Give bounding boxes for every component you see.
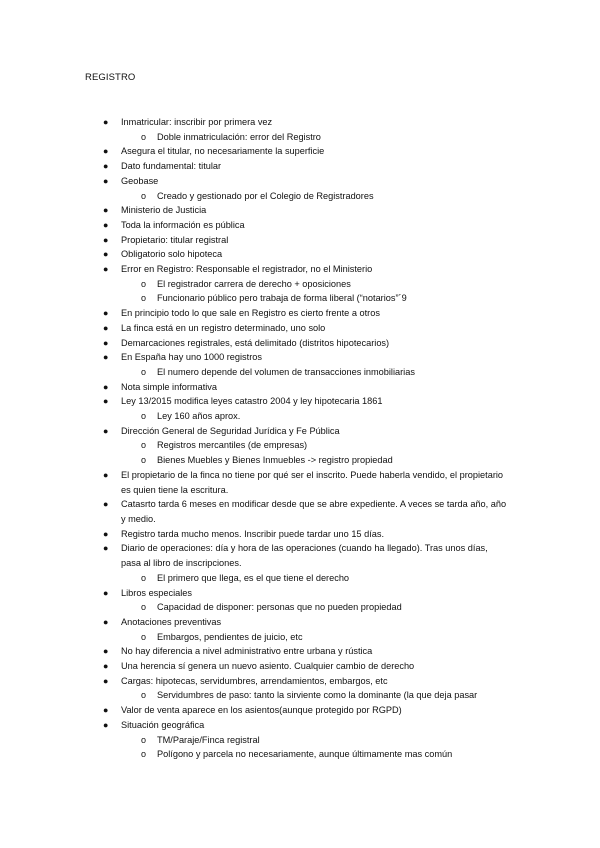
document-title: REGISTRO <box>85 72 136 83</box>
sub-list-item <box>0 688 600 703</box>
bullet-icon: ● <box>103 161 109 172</box>
list-item <box>0 527 600 542</box>
bullet-icon: ● <box>103 205 109 216</box>
list-item <box>0 350 600 365</box>
list-item-text: La finca está en un registro determinado, uno solo <box>121 322 326 333</box>
circle-bullet-icon: o <box>141 440 147 451</box>
list-item-text: Obligatorio solo hipoteca <box>121 249 223 260</box>
bullet-icon: ● <box>103 175 109 186</box>
list-item <box>0 468 600 497</box>
bullet-icon: ● <box>103 425 109 436</box>
bullet-list <box>0 115 600 762</box>
bullet-icon: ● <box>103 587 109 598</box>
list-item <box>0 262 600 277</box>
list-item <box>0 115 600 130</box>
bullet-icon: ● <box>103 499 109 510</box>
bullet-icon: ● <box>103 117 109 127</box>
list-item-text: Registro tarda mucho menos. Inscribir puede tardar uno 15 días. <box>121 528 385 539</box>
sub-list-item <box>0 277 600 292</box>
sub-list-item <box>0 409 600 424</box>
list-item <box>0 703 600 718</box>
list-item-text: Funcionario público pero trabaja de forma liberal (“notarios”´9 <box>157 293 407 304</box>
list-item <box>0 306 600 321</box>
list-item-text: El numero depende del volumen de transacciones inmobiliarias <box>157 366 415 377</box>
bullet-icon: ● <box>103 719 109 730</box>
circle-bullet-icon: o <box>141 455 147 466</box>
list-item-text: Capacidad de disponer: personas que no pueden propiedad <box>157 602 402 613</box>
bullet-icon: ● <box>103 675 109 686</box>
list-item-text: Geobase <box>121 175 159 186</box>
list-item <box>0 233 600 248</box>
list-item <box>0 159 600 174</box>
bullet-icon: ● <box>103 528 109 539</box>
list-item-text: Una herencia sí genera un nuevo asiento. Cualquier cambio de derecho <box>121 661 415 672</box>
list-item <box>0 615 600 630</box>
circle-bullet-icon: o <box>141 190 147 201</box>
list-item <box>0 586 600 601</box>
list-item-text: Asegura el titular, no necesariamente la superficie <box>121 146 325 157</box>
list-item-text: TM/Paraje/Finca registral <box>157 734 260 745</box>
list-item <box>0 541 600 570</box>
list-item <box>0 394 600 409</box>
sub-list-item <box>0 130 600 145</box>
list-item-text: Servidumbres de paso: tanto la sirviente como la dominante (la que deja pasar <box>157 690 478 701</box>
list-item-text: Anotaciones preventivas <box>121 616 222 627</box>
list-item <box>0 336 600 351</box>
sub-list-item <box>0 438 600 453</box>
bullet-icon: ● <box>103 352 109 363</box>
list-item-text: Catasrto tarda 6 meses en modificar desde que se abre expediente. A veces se tarda año, año y medio. <box>121 499 507 524</box>
list-item <box>0 174 600 189</box>
list-item <box>0 424 600 439</box>
list-item-text: Libros especiales <box>121 587 192 598</box>
list-item-text: Diario de operaciones: día y hora de las operaciones (cuando ha llegado). Tras unos días, pasa al libro de inscripciones. <box>121 543 488 569</box>
circle-bullet-icon: o <box>141 278 147 289</box>
list-item-text: Inmatricular: inscribir por primera vez <box>121 117 273 127</box>
list-item-text: Error en Registro: Responsable el registrador, no el Ministerio <box>121 264 373 275</box>
circle-bullet-icon: o <box>141 411 147 422</box>
list-item-text: Cargas: hipotecas, servidumbres, arrendamientos, embargos, etc <box>121 675 388 686</box>
list-item-text: Ley 13/2015 modifica leyes catastro 2004 y ley hipotecaria 1861 <box>121 396 383 407</box>
bullet-icon: ● <box>103 234 109 245</box>
circle-bullet-icon: o <box>141 690 147 701</box>
list-item <box>0 218 600 233</box>
list-item-text: Creado y gestionado por el Colegio de Registradores <box>157 190 374 201</box>
sub-list-item <box>0 453 600 468</box>
bullet-icon: ● <box>103 469 109 480</box>
bullet-icon: ● <box>103 337 109 348</box>
list-item-text: Valor de venta aparece en los asientos(aunque protegido por RGPD) <box>121 705 402 716</box>
list-item-text: Propietario: titular registral <box>121 234 229 245</box>
list-item <box>0 144 600 159</box>
sub-list-item <box>0 747 600 762</box>
list-item <box>0 644 600 659</box>
sub-list-item <box>0 733 600 748</box>
bullet-icon: ● <box>103 249 109 260</box>
list-item-text: Embargos, pendientes de juicio, etc <box>157 631 303 642</box>
bullet-icon: ● <box>103 146 109 157</box>
bullet-icon: ● <box>103 219 109 230</box>
list-item-text: El registrador carrera de derecho + oposiciones <box>157 278 351 289</box>
list-item <box>0 659 600 674</box>
list-item <box>0 497 600 526</box>
list-item-text: Ley 160 años aprox. <box>157 411 241 422</box>
list-item-text: No hay diferencia a nivel administrativo entre urbana y rústica <box>121 646 373 657</box>
sub-list-item <box>0 600 600 615</box>
list-item <box>0 247 600 262</box>
sub-list-item <box>0 630 600 645</box>
circle-bullet-icon: o <box>141 749 147 760</box>
bullet-icon: ● <box>103 308 109 319</box>
list-item-text: Demarcaciones registrales, está delimitado (distritos hipotecarios) <box>121 337 390 348</box>
circle-bullet-icon: o <box>141 602 147 613</box>
list-item <box>0 321 600 336</box>
list-item-text: Nota simple informativa <box>121 381 217 392</box>
bullet-icon: ● <box>103 646 109 657</box>
sub-list-item <box>0 291 600 306</box>
list-item <box>0 203 600 218</box>
bullet-icon: ● <box>103 661 109 672</box>
bullet-icon: ● <box>103 381 109 392</box>
list-item-text: En España hay uno 1000 registros <box>121 352 262 363</box>
list-item-text: Dirección General de Seguridad Jurídica y Fe Pública <box>121 425 340 436</box>
circle-bullet-icon: o <box>141 734 147 745</box>
list-item-text: Doble inmatriculación: error del Registro <box>157 131 321 142</box>
bullet-icon: ● <box>103 322 109 333</box>
circle-bullet-icon: o <box>141 631 147 642</box>
list-item-text: Ministerio de Justicia <box>121 205 207 216</box>
circle-bullet-icon: o <box>141 366 147 377</box>
bullet-icon: ● <box>103 616 109 627</box>
sub-list-item <box>0 189 600 204</box>
sub-list-item <box>0 365 600 380</box>
sub-list-item <box>0 571 600 586</box>
bullet-icon: ● <box>103 705 109 716</box>
list-item-text: Situación geográfica <box>121 719 205 730</box>
bullet-icon: ● <box>103 543 109 554</box>
list-item-text: Dato fundamental: titular <box>121 161 222 172</box>
list-item-text: Polígono y parcela no necesariamente, aunque últimamente mas común <box>157 749 453 760</box>
list-item-text: El primero que llega, es el que tiene el derecho <box>157 572 350 583</box>
bullet-icon: ● <box>103 396 109 407</box>
circle-bullet-icon: o <box>141 131 147 142</box>
list-item-text: El propietario de la finca no tiene por qué ser el inscrito. Puede haberla vendido, el propietario es quien tiene la escritura. <box>121 469 504 495</box>
list-item-text: Toda la información es pública <box>121 219 245 230</box>
list-item-text: Registros mercantiles (de empresas) <box>157 440 308 451</box>
bullet-icon: ● <box>103 264 109 275</box>
list-item <box>0 380 600 395</box>
circle-bullet-icon: o <box>141 293 147 304</box>
list-item-text: En principio todo lo que sale en Registro es cierto frente a otros <box>121 308 380 319</box>
circle-bullet-icon: o <box>141 572 147 583</box>
list-item-text: Bienes Muebles y Bienes Inmuebles -> registro propiedad <box>157 455 393 466</box>
list-item <box>0 718 600 733</box>
list-item <box>0 674 600 689</box>
